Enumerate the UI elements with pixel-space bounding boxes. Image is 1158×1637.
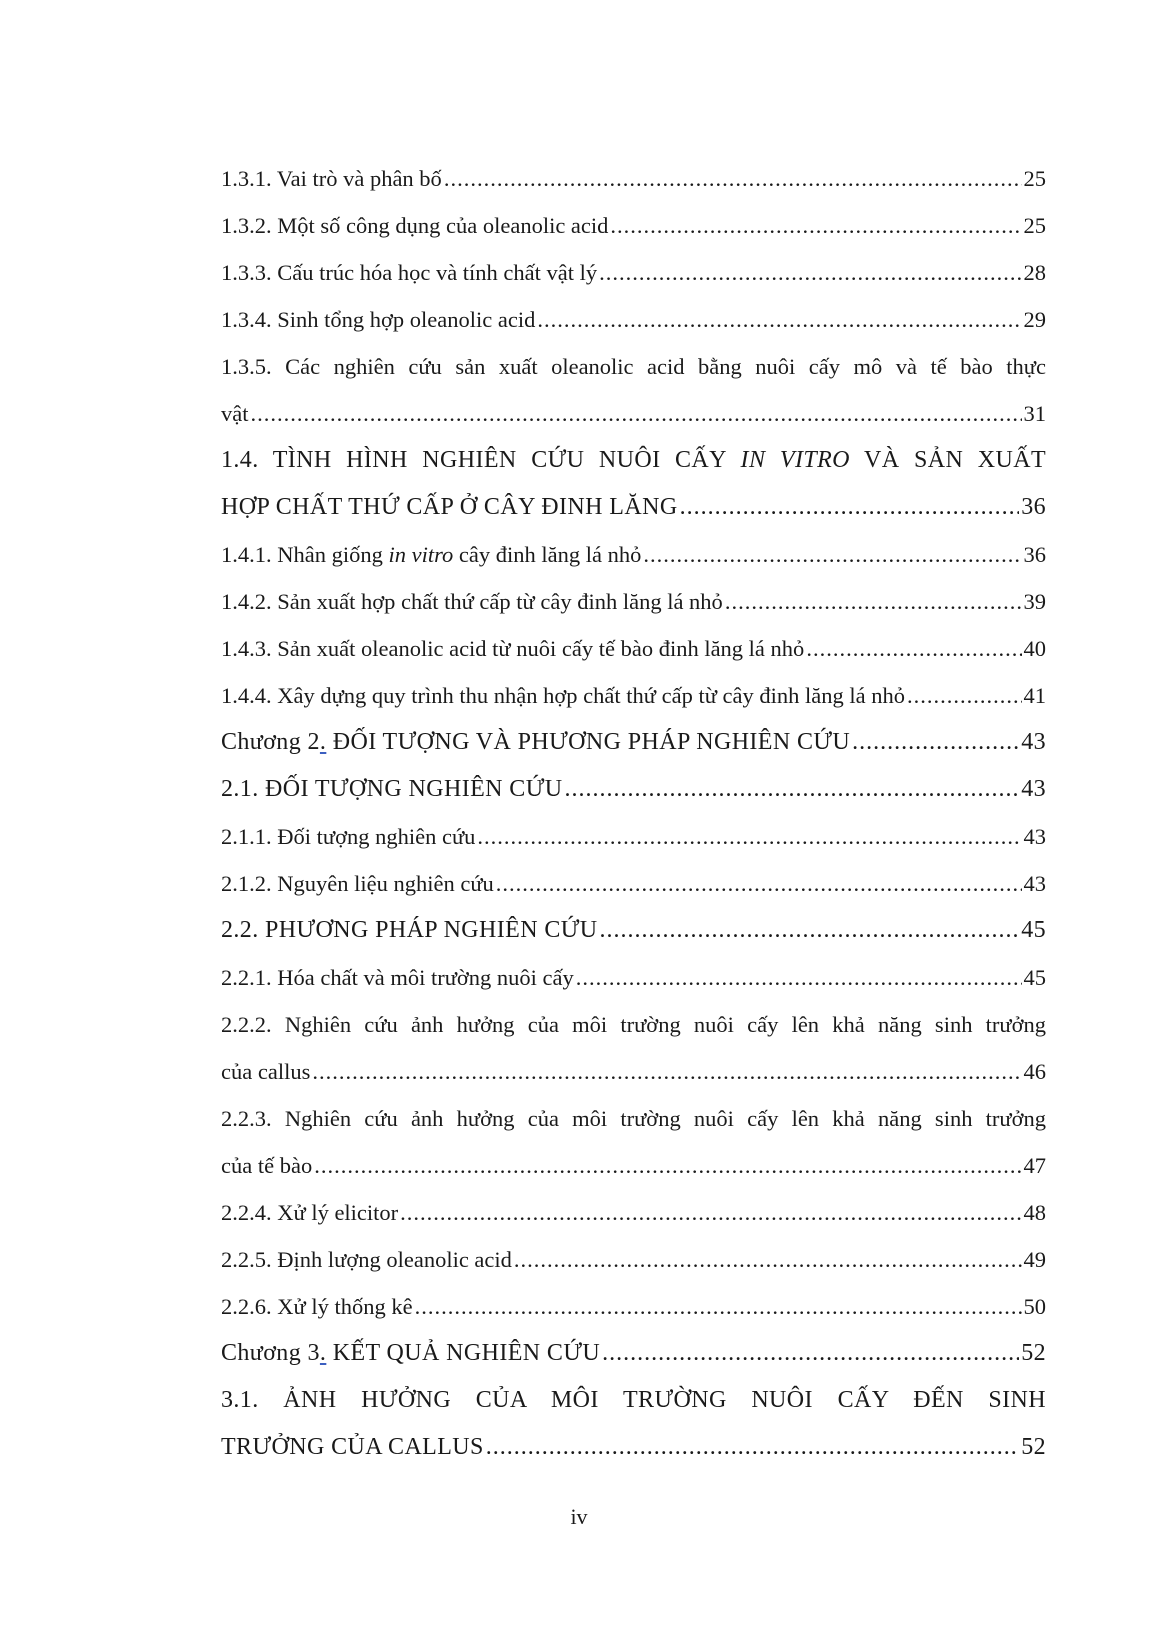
toc-entry-title-line1: 2.2.2. Nghiên cứu ảnh hưởng của môi trường nuôi cấy lên khả năng sinh trưởng <box>221 1012 1046 1037</box>
toc-entry-title-line2: của callus <box>221 1059 311 1084</box>
toc-entry-page: 25 <box>1023 213 1046 238</box>
dot-leader <box>477 813 1021 860</box>
dot-leader <box>680 484 1020 531</box>
dot-leader <box>643 531 1021 578</box>
toc-entry-title: 2.1.2. Nguyên liệu nghiên cứu <box>221 871 494 896</box>
dot-leader <box>564 766 1019 813</box>
toc-entry-title: 2.2.1. Hóa chất và môi trường nuôi cấy <box>221 965 574 990</box>
toc-entry-title: Chương 3. KẾT QUẢ NGHIÊN CỨU <box>221 1340 601 1366</box>
toc-entry-page: 43 <box>1023 871 1046 896</box>
dot-leader <box>312 1048 1021 1095</box>
dot-leader <box>576 954 1022 1001</box>
toc-entry-title: 1.3.1. Vai trò và phân bố <box>221 166 442 191</box>
toc-entry <box>221 766 1046 813</box>
dot-leader <box>400 1189 1021 1236</box>
toc-entry-title-line2: vật <box>221 401 249 426</box>
dot-leader <box>907 672 1022 719</box>
toc-entry-title: 1.4.3. Sản xuất oleanolic acid từ nuôi cấy tế bào đinh lăng lá nhỏ <box>221 636 805 661</box>
toc-entry-page: 43 <box>1021 776 1046 802</box>
toc-entry-page: 29 <box>1023 307 1046 332</box>
toc-entry-title-line1: 3.1. ẢNH HƯỞNG CỦA MÔI TRƯỜNG NUÔI CẤY ĐẾN SINH <box>221 1387 1046 1413</box>
toc-entry-title: 1.3.3. Cấu trúc hóa học và tính chất vật lý <box>221 260 598 285</box>
toc-entry-page: 45 <box>1021 917 1046 943</box>
toc-entry-page: 48 <box>1023 1200 1046 1225</box>
dot-leader <box>486 1424 1019 1471</box>
toc-entry <box>221 296 1046 343</box>
toc-entry <box>221 1189 1046 1236</box>
toc-entry-page: 31 <box>1023 401 1046 426</box>
dot-leader <box>725 578 1022 625</box>
toc-entry <box>221 1095 1046 1189</box>
toc-entry-title: 2.1. ĐỐI TƯỢNG NGHIÊN CỨU <box>221 776 563 802</box>
dot-leader <box>602 1330 1019 1377</box>
toc-entry <box>221 531 1046 578</box>
dot-leader <box>415 1283 1022 1330</box>
toc-entry-page: 52 <box>1021 1434 1046 1460</box>
toc-entry-title-line2: TRƯỞNG CỦA CALLUS <box>221 1434 484 1460</box>
toc-entry-page: 28 <box>1023 260 1046 285</box>
toc-entry <box>221 155 1046 202</box>
toc-entry-page: 43 <box>1023 824 1046 849</box>
toc-entry <box>221 578 1046 625</box>
toc-entry-title: 1.3.4. Sinh tổng hợp oleanolic acid <box>221 307 536 332</box>
toc-entry-title: 2.2.4. Xử lý elicitor <box>221 1200 399 1225</box>
toc-entry <box>221 1236 1046 1283</box>
italic-term: IN VITRO <box>740 447 850 473</box>
toc-entry-page: 52 <box>1021 1340 1046 1366</box>
toc-entry-page: 49 <box>1023 1247 1046 1272</box>
toc-entry <box>221 1001 1046 1095</box>
toc-entry <box>221 1330 1046 1377</box>
toc-entry-title: 1.3.2. Một số công dụng của oleanolic acid <box>221 213 609 238</box>
dot-leader <box>806 625 1021 672</box>
toc-entry <box>221 1377 1046 1471</box>
dot-leader <box>537 296 1021 343</box>
toc-entry-title: 1.4.2. Sản xuất hợp chất thứ cấp từ cây đinh lăng lá nhỏ <box>221 589 723 614</box>
page-number: iv <box>570 1504 588 1529</box>
toc-entry <box>221 1283 1046 1330</box>
toc-entry-page: 47 <box>1023 1153 1046 1178</box>
toc-entry-title-line2: của tế bào <box>221 1153 313 1178</box>
toc-entry-title-line1: 2.2.3. Nghiên cứu ảnh hưởng của môi trường nuôi cấy lên khả năng sinh trưởng <box>221 1106 1046 1131</box>
toc-entry <box>221 625 1046 672</box>
dot-leader <box>600 907 1020 954</box>
toc-entry <box>221 249 1046 296</box>
toc-entry-title-line1: 1.4. TÌNH HÌNH NGHIÊN CỨU NUÔI CẤY IN VITRO VÀ SẢN XUẤT <box>221 447 1047 473</box>
toc-entry-page: 25 <box>1023 166 1046 191</box>
toc-entry <box>221 437 1046 531</box>
toc-entry-page: 43 <box>1021 729 1046 755</box>
toc-entry-title: 2.2.5. Định lượng oleanolic acid <box>221 1247 512 1272</box>
toc-entry-page: 40 <box>1023 636 1046 661</box>
dot-leader <box>599 249 1021 296</box>
dot-leader <box>444 155 1022 202</box>
toc-entry-title: 2.2. PHƯƠNG PHÁP NGHIÊN CỨU <box>221 917 598 943</box>
toc-entry-title: Chương 2. ĐỐI TƯỢNG VÀ PHƯƠNG PHÁP NGHIÊN CỨU <box>221 729 851 755</box>
toc-entry-title: 2.1.1. Đối tượng nghiên cứu <box>221 824 476 849</box>
toc-entry-page: 36 <box>1023 542 1046 567</box>
dot-leader <box>610 202 1021 249</box>
toc-entry-page: 36 <box>1021 494 1046 520</box>
toc-entry <box>221 813 1046 860</box>
table-of-contents <box>221 155 1046 1471</box>
toc-entry <box>221 860 1046 907</box>
toc-entry-title: 1.4.1. Nhân giống in vitro cây đinh lăng lá nhỏ <box>221 542 642 567</box>
toc-entry-page: 45 <box>1023 965 1046 990</box>
dot-leader <box>314 1142 1021 1189</box>
dot-leader <box>514 1236 1022 1283</box>
toc-entry-page: 46 <box>1023 1059 1046 1084</box>
dot-leader <box>852 719 1019 766</box>
toc-entry <box>221 202 1046 249</box>
italic-term: in vitro <box>388 542 454 567</box>
toc-entry <box>221 907 1046 954</box>
toc-entry <box>221 954 1046 1001</box>
toc-entry <box>221 719 1046 766</box>
dot-leader <box>251 390 1022 437</box>
toc-entry-title-line1: 1.3.5. Các nghiên cứu sản xuất oleanolic acid bằng nuôi cấy mô và tế bào thực <box>221 354 1046 379</box>
toc-entry-page: 50 <box>1023 1294 1046 1319</box>
toc-entry <box>221 343 1046 437</box>
toc-entry-page: 39 <box>1023 589 1046 614</box>
dot-leader <box>496 860 1022 907</box>
toc-entry-title: 2.2.6. Xử lý thống kê <box>221 1294 413 1319</box>
toc-entry-title: 1.4.4. Xây dựng quy trình thu nhận hợp chất thứ cấp từ cây đinh lăng lá nhỏ <box>221 683 905 708</box>
toc-entry <box>221 672 1046 719</box>
toc-entry-page: 41 <box>1023 683 1046 708</box>
toc-entry-title-line2: HỢP CHẤT THỨ CẤP Ở CÂY ĐINH LĂNG <box>221 494 678 520</box>
